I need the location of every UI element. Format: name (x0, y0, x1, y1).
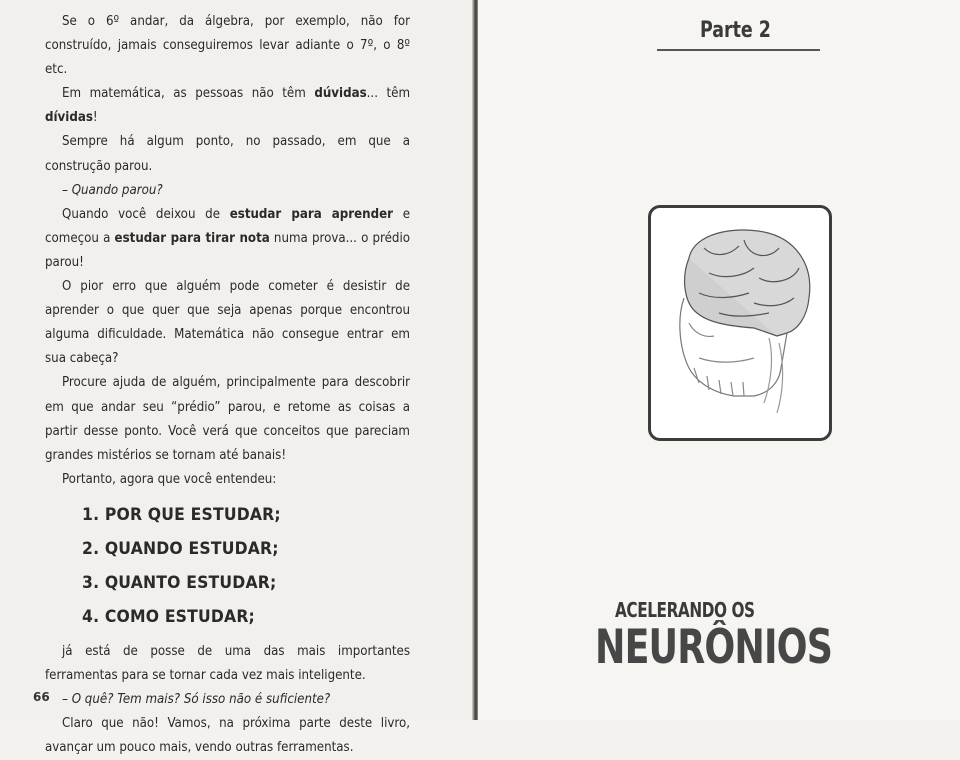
paragraph (45, 712, 410, 760)
text-run: Quando você deixou de (62, 206, 230, 222)
text-run: Procure ajuda de alguém, principalmente para descobrir em que andar seu “prédio” parou, e retome as coisas a partir desse ponto. Você verá que conceitos que pareciam grandes mistérios se tornam até banais! (45, 375, 410, 463)
text-run: O pior erro que alguém pode cometer é desistir de aprender o que quer que seja apenas porque encontrou alguma dificuldade. Matemática não consegue entrar em sua cabeça? (45, 279, 410, 367)
text-run: Em matemática, as pessoas não têm (62, 86, 315, 102)
paragraph (45, 130, 410, 178)
list-item: 4. COMO ESTUDAR; (82, 606, 256, 627)
paragraph (45, 640, 410, 688)
logo-big-text: NEURÔNIOS (595, 620, 833, 675)
text-run: numa prova... o prédio parou! (45, 230, 411, 270)
text-run: Se o 6º andar, da álgebra, por exemplo, não for construído, jamais conseguiremos levar adiante o 7º, o 8º etc. (45, 14, 410, 78)
study-list (82, 498, 410, 634)
text-run: ! (92, 110, 98, 126)
body-text (45, 10, 410, 760)
paragraph (45, 688, 410, 712)
paragraph (45, 179, 410, 203)
text-run: e começou a (45, 206, 411, 246)
text-run: dúvidas (314, 86, 367, 102)
logo-small-text: ACELERANDO OS (615, 598, 755, 622)
paragraph (45, 10, 410, 82)
paragraph (45, 82, 410, 130)
part-title: Parte 2 (700, 18, 771, 43)
left-page (0, 0, 474, 756)
text-run: já está de posse de uma das mais importantes ferramentas para se tornar cada vez mais inteligente. (45, 643, 410, 683)
section-logo (595, 598, 895, 683)
paragraph (45, 468, 410, 492)
paragraph (45, 275, 410, 371)
text-run: estudar para tirar nota (114, 230, 270, 246)
brain-skull-illustration (659, 218, 827, 430)
text-run: dívidas (45, 110, 93, 126)
paragraph (45, 203, 410, 275)
brain-illustration-frame (648, 205, 832, 441)
text-run: – Quando parou? (62, 182, 163, 198)
text-run: Claro que não! Vamos, na próxima parte deste livro, avançar um pouco mais, vendo outras ferramentas. (45, 716, 410, 756)
list-item: 3. QUANTO ESTUDAR; (82, 572, 277, 593)
list-item: 1. POR QUE ESTUDAR; (82, 504, 281, 525)
paragraphs-bottom (45, 640, 410, 760)
list-item: 2. QUANDO ESTUDAR; (82, 538, 279, 559)
text-run: estudar para aprender (229, 206, 394, 222)
text-run: Portanto, agora que você entendeu: (62, 471, 277, 487)
page-number: 66 (33, 690, 50, 704)
part-title-rule (657, 49, 820, 51)
text-run: – O quê? Tem mais? Só isso não é suficiente? (62, 692, 331, 708)
text-run: ... têm (366, 86, 411, 102)
text-run: Sempre há algum ponto, no passado, em que a construção parou. (45, 134, 410, 174)
paragraphs-top (45, 10, 410, 492)
paragraph (45, 371, 410, 467)
